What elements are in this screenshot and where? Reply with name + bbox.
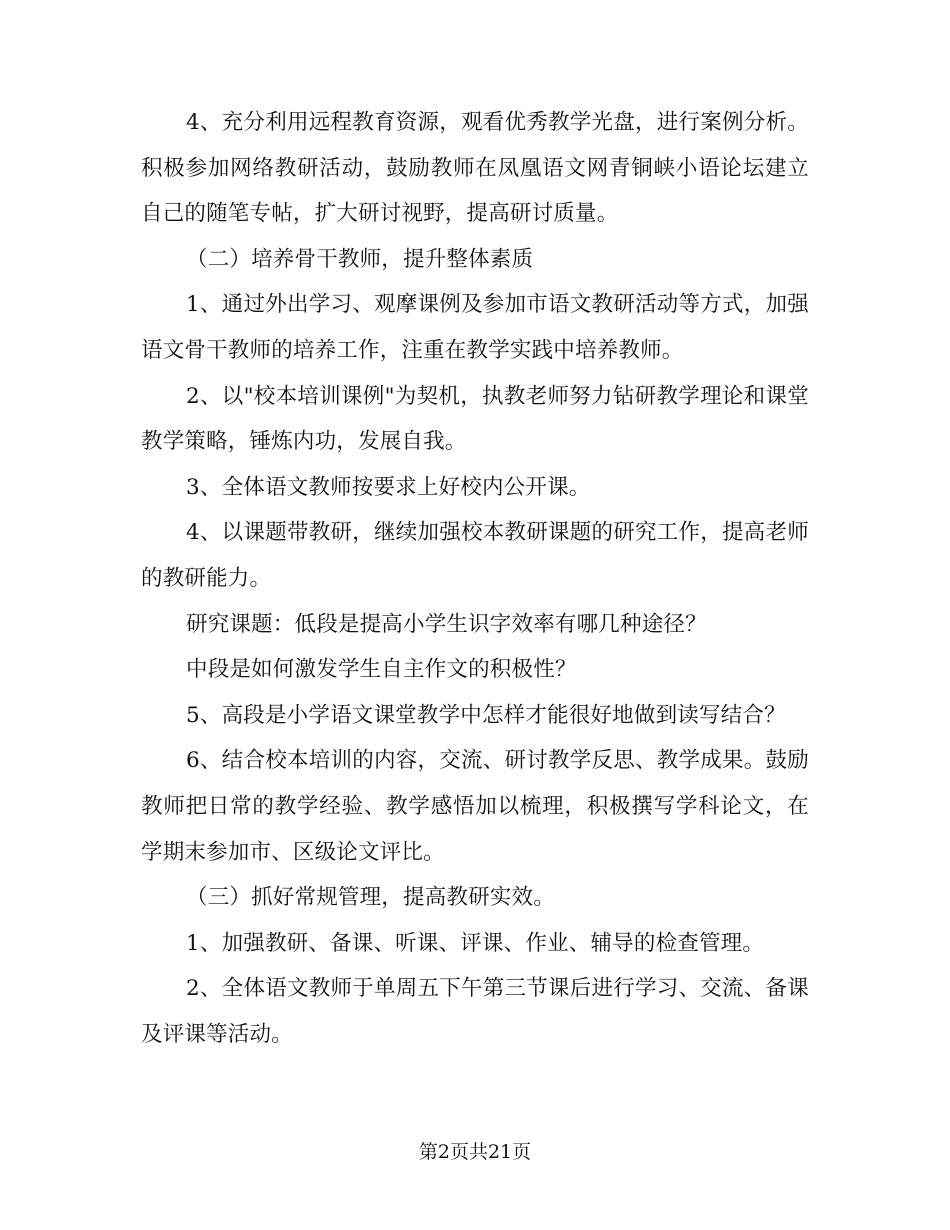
paragraph-7: 研究课题：低段是提高小学生识字效率有哪几种途径？ — [186, 611, 707, 637]
paragraph-8: 中段是如何激发学生自主作文的积极性？ — [186, 657, 577, 683]
section-heading-2: （二）培养骨干教师，提升整体素质 — [186, 246, 534, 272]
paragraph-3: 1、通过外出学习、观摩课例及参加市语文教研活动等方式，加强语文骨干教师的培养工作，注重在教学实践中培养教师。 — [141, 292, 809, 363]
paragraph-9: 5、高段是小学语文课堂教学中怎样才能很好地做到读写结合？ — [186, 702, 786, 728]
paragraph-13: 2、全体语文教师于单周五下午第三节课后进行学习、交流、备课及评课等活动。 — [141, 976, 809, 1047]
document-body — [141, 100, 809, 1057]
paragraph-1: 4、充分利用远程教育资源，观看优秀教学光盘，进行案例分析。积极参加网络教研活动，鼓励教师在凤凰语文网青铜峡小语论坛建立自己的随笔专帖，扩大研讨视野，提高研讨质量。 — [141, 110, 809, 227]
page-number-footer: 第2页共21页 — [418, 1141, 532, 1163]
section-heading-3: （三）抓好常规管理，提高教研实效。 — [186, 885, 555, 911]
paragraph-5: 3、全体语文教师按要求上好校内公开课。 — [186, 474, 591, 500]
paragraph-12: 1、加强教研、备课、听课、评课、作业、辅导的检查管理。 — [186, 930, 765, 956]
paragraph-10: 6、结合校本培训的内容，交流、研讨教学反思、教学成果。鼓励教师把日常的教学经验、教学感悟加以梳理，积极撰写学科论文，在学期末参加市、区级论文评比。 — [141, 748, 809, 865]
paragraph-4: 2、以"校本培训课例"为契机，执教老师努力钻研教学理论和课堂教学策略，锤炼内功，发展自我。 — [141, 383, 809, 455]
paragraph-6: 4、以课题带教研，继续加强校本教研课题的研究工作，提高老师的教研能力。 — [141, 520, 809, 591]
